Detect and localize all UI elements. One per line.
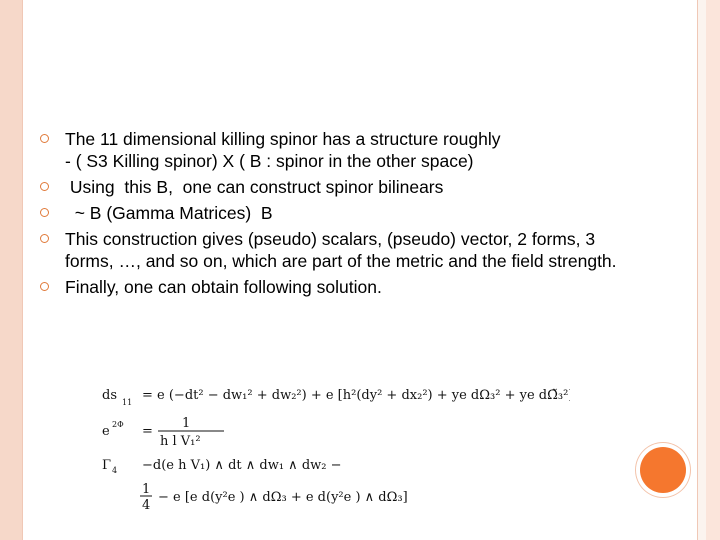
bullet-circle-icon [40, 134, 49, 143]
bullet-text: This construction gives (pseudo) scalars, (pseudo) vector, 2 forms, 3 forms, …, and so on, which are part of the metric and the field strength. [65, 229, 617, 271]
equation-graphic [100, 383, 570, 513]
solution-equation [100, 383, 570, 513]
eq-line-4-frac-den: 4 [142, 498, 151, 513]
bullet-circle-icon [40, 182, 49, 191]
bullet-circle-icon [40, 234, 49, 243]
eq-line-2-num: 1 [182, 416, 191, 431]
bullet-item [40, 176, 620, 198]
bullet-circle-icon [40, 208, 49, 217]
eq-line-3: −d(e h V₁) ∧ dt ∧ dw₁ ∧ dw₂ − [142, 458, 342, 473]
eq-lhs-e: e [102, 424, 110, 439]
left-decor-band [0, 0, 22, 540]
right-rule [697, 0, 698, 455]
bullet-text: ~ B (Gamma Matrices) B [65, 203, 273, 223]
bullet-text: The 11 dimensional killing spinor has a structure roughly - ( S3 Killing spinor) X ( B : spinor in the other space) [65, 129, 501, 171]
bullet-item [40, 202, 620, 224]
bullet-item [40, 276, 620, 298]
eq-line-2-den: h l V₁² [160, 434, 201, 449]
bullet-item [40, 228, 620, 272]
right-decor-band [706, 0, 720, 540]
eq-lhs-gamma: Γ [102, 458, 112, 473]
eq-equals: = [142, 424, 153, 439]
eq-lhs-e-sup: 2Φ [112, 420, 124, 429]
eq-lhs-ds: ds [102, 388, 117, 403]
bullet-text: Finally, one can obtain following solution. [65, 277, 382, 297]
bullet-item [40, 128, 620, 172]
eq-line-4-frac-num: 1 [142, 482, 151, 497]
eq-line-4: − e [e d(y²e ) ∧ dΩ₃ + e d(y²e ) ∧ dΩ₃] [158, 490, 408, 505]
eq-lhs-ds-sub: 11 [122, 398, 133, 407]
eq-lhs-gamma-sub: 4 [112, 466, 118, 475]
bullet-list [40, 128, 620, 302]
accent-circle-decor [640, 447, 686, 493]
bullet-text: Using this B, one can construct spinor bilinears [65, 177, 444, 197]
bullet-circle-icon [40, 282, 49, 291]
eq-line-1: = e (−dt² − dw₁² + dw₂²) + e [h²(dy² + dx₂²) + ye dΩ₃² + ye dΩ̃₃²] [142, 388, 570, 403]
